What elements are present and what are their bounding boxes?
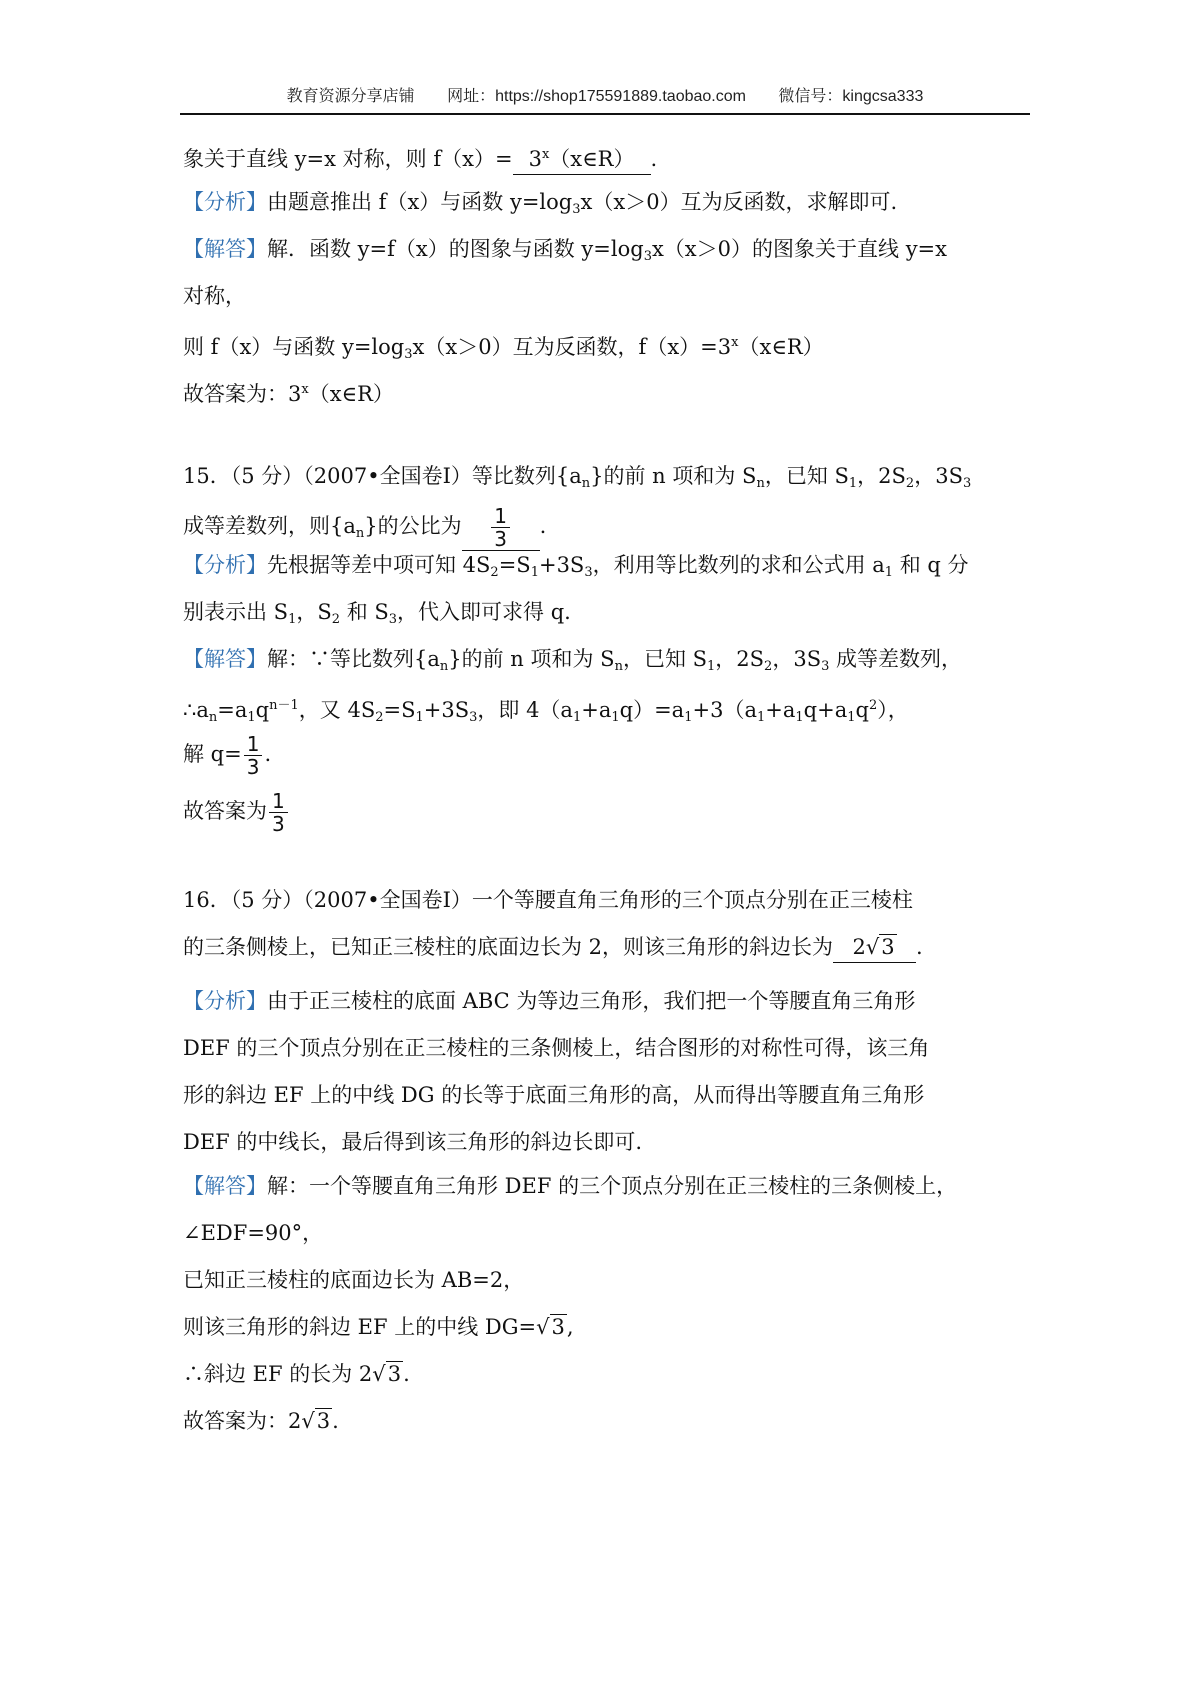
sub: 1: [795, 710, 804, 725]
p16-solution-3: 已知正三棱柱的底面边长为 AB=2，: [183, 1268, 525, 1292]
sqrt: √3: [536, 1315, 565, 1339]
text: +a: [581, 698, 612, 722]
text: ∴斜边 EF 的长为 2: [183, 1362, 373, 1386]
sub: 3: [388, 612, 398, 627]
p15-solution-3: [183, 730, 1023, 778]
sup: n－1: [269, 698, 299, 713]
sub: 2: [764, 659, 773, 674]
sub: 2: [905, 476, 915, 491]
text: .: [916, 935, 923, 959]
p16-analysis-4: DEF 的中线长，最后得到该三角形的斜边长即可.: [183, 1130, 643, 1154]
sub: 3: [469, 710, 478, 725]
p14-analysis: [183, 187, 1023, 225]
sub: n: [756, 476, 765, 491]
denominator: 3: [272, 812, 285, 836]
text: 别表示出 S: [183, 600, 289, 624]
denominator: 3: [494, 527, 507, 551]
sup: 2: [868, 698, 878, 713]
text: ，又 4S: [298, 698, 376, 722]
numerator: 1: [244, 733, 263, 756]
p14-solution-1: [183, 234, 1023, 272]
text: 由于正三棱柱的底面 ABC 为等边三角形，我们把一个等腰直角三角形: [267, 989, 916, 1013]
sub: 1: [847, 710, 856, 725]
text: 15．（5 分）（2007•全国卷Ⅰ）等比数列{a: [183, 464, 582, 488]
sub: 2: [331, 612, 341, 627]
answer-blank: [462, 502, 540, 551]
text: 故答案为：2: [183, 1409, 302, 1433]
sub: 2: [490, 565, 499, 580]
sqrt: √3: [372, 1362, 402, 1386]
p16-solution-1: [183, 1171, 1023, 1201]
fraction: [269, 790, 288, 835]
sub: 1: [884, 565, 894, 580]
text: q）=a: [619, 698, 685, 722]
p16-analysis-3: 形的斜边 EF 上的中线 DG 的长等于底面三角形的高，从而得出等腰直角三角形: [183, 1083, 925, 1107]
sub: 3: [584, 565, 593, 580]
sub: 1: [848, 476, 858, 491]
p15-analysis-2: [183, 597, 1023, 635]
sub: n: [614, 659, 623, 674]
text: ，即 4（a: [477, 698, 573, 722]
text: .: [539, 514, 547, 538]
sub: 1: [684, 710, 693, 725]
text: .: [332, 1409, 339, 1433]
text: }的前 n 项和为 S: [590, 464, 757, 488]
text: 3: [528, 147, 542, 171]
text: 故答案为：3: [183, 382, 302, 406]
analysis-tag: 【分析】: [183, 190, 267, 214]
analysis-tag: 【分析】: [183, 553, 267, 577]
text: 的三条侧棱上，已知正三棱柱的底面边长为 2，则该三角形的斜边长为: [183, 935, 834, 959]
answer-blank: [513, 140, 651, 175]
text: ,: [566, 1315, 574, 1339]
p16-analysis-1: [183, 986, 1023, 1016]
text: =a: [217, 698, 248, 722]
p14-solution-3: [183, 328, 1023, 370]
text: ，2S: [857, 464, 906, 488]
sub: 1: [247, 710, 256, 725]
sub: 1: [756, 710, 766, 725]
p16-final: [183, 1406, 1023, 1436]
text: ，2S: [715, 647, 765, 671]
text: （x∈R）: [549, 147, 635, 171]
text: }的公比为: [364, 514, 462, 538]
sub: n: [439, 659, 449, 674]
p16-solution-5: [183, 1359, 1023, 1389]
text: .: [264, 742, 272, 766]
p16-solution-2: ∠EDF=90°，: [183, 1221, 324, 1245]
solution-tag: 【解答】: [183, 647, 267, 671]
text: +3S: [423, 698, 470, 722]
solution-tag: 【解答】: [183, 237, 267, 261]
radicand: 3: [551, 1315, 565, 1339]
sub: 1: [288, 612, 297, 627]
sub: 3: [404, 347, 413, 362]
text: 先根据等差中项可知 4S: [267, 553, 491, 577]
sqrt: √3: [301, 1409, 331, 1433]
sub: 1: [611, 710, 620, 725]
shop-url: 网址：https://shop175591889.taobao.com: [447, 88, 746, 105]
text: }的前 n 项和为 S: [448, 647, 615, 671]
radicand: 3: [316, 1409, 331, 1433]
answer-blank: [833, 932, 916, 963]
analysis-tag: 【分析】: [183, 989, 267, 1013]
p16-question-2: [183, 932, 1023, 963]
text: 解：∵等比数列{a: [267, 647, 440, 671]
page-header: [180, 85, 1030, 115]
text: +a: [765, 698, 796, 722]
text: 解 q=: [183, 742, 242, 766]
text: q: [255, 698, 270, 722]
text: +3S: [538, 553, 585, 577]
sub: 1: [572, 710, 582, 725]
text: +3（a: [692, 698, 757, 722]
solution-tag: 【解答】: [183, 1174, 267, 1198]
denominator: 3: [246, 755, 260, 779]
text: x（x＞0）的图象关于直线 y=x: [651, 237, 947, 261]
numerator: 1: [491, 505, 510, 528]
text: （x∈R）: [738, 335, 824, 359]
p15-solution-1: [183, 644, 1023, 682]
text: q+a: [803, 698, 848, 722]
text: ，已知 S: [622, 647, 708, 671]
sub: 3: [821, 659, 830, 674]
sub: 2: [375, 710, 384, 725]
text: 成等差数列，则{a: [183, 514, 356, 538]
p15-analysis-1: [183, 550, 1023, 588]
sub: 1: [415, 710, 424, 725]
shop-name: 教育资源分享店铺: [286, 88, 415, 105]
text: ，利用等比数列的求和公式用 a: [592, 553, 885, 577]
text: x（x＞0）互为反函数，求解即可.: [580, 190, 898, 214]
text: 成等差数列，: [829, 647, 963, 671]
text: =S: [498, 553, 531, 577]
text: 由题意推出 f（x）与函数 y=log: [267, 190, 573, 214]
text: 则该三角形的斜边 EF 上的中线 DG=: [183, 1315, 537, 1339]
text: ，代入即可求得 q.: [397, 600, 571, 624]
p15-question-1: [183, 461, 1023, 499]
sub: n: [581, 476, 591, 491]
fraction: [244, 733, 263, 778]
fraction: [491, 505, 510, 550]
text: 则 f（x）与函数 y=log: [183, 335, 405, 359]
text: ，3S: [914, 464, 963, 488]
text: （x∈R）: [308, 382, 394, 406]
text: 象关于直线 y=x 对称，则 f（x）=: [183, 147, 513, 171]
text: 和 S: [340, 600, 389, 624]
text: 解．函数 y=f（x）的图象与函数 y=log: [267, 237, 644, 261]
text: ），: [877, 698, 909, 722]
sub: 3: [572, 202, 581, 217]
p16-analysis-2: DEF 的三个顶点分别在正三棱柱的三条侧棱上，结合图形的对称性可得，该三角: [183, 1036, 930, 1060]
sub: 3: [643, 249, 652, 264]
text: q: [855, 698, 869, 722]
p15-solution-2: [183, 691, 1023, 733]
p14-solution-2: 对称，: [183, 284, 246, 308]
text: 解：一个等腰直角三角形 DEF 的三个顶点分别在正三棱柱的三条侧棱上，: [267, 1174, 958, 1198]
radicand: 3: [387, 1362, 402, 1386]
numerator: 1: [269, 790, 288, 813]
sup: x: [731, 335, 739, 350]
p16-solution-4: [183, 1312, 1023, 1342]
text: 故答案为: [183, 799, 267, 823]
sub: 3: [962, 476, 972, 491]
radicand: 3: [881, 935, 895, 959]
sub: 1: [530, 565, 539, 580]
text: 2: [852, 935, 866, 959]
text: x（x＞0）互为反函数，f（x）=3: [412, 335, 732, 359]
text: ，已知 S: [764, 464, 849, 488]
sub: 1: [707, 659, 716, 674]
text: 和 q 分: [893, 553, 969, 577]
sup: x: [541, 147, 550, 162]
p14-answer-line: [183, 140, 1023, 175]
sup: x: [301, 382, 309, 397]
p14-final: [183, 375, 1023, 409]
text: .: [650, 147, 658, 171]
p15-final: [183, 787, 1023, 835]
text: ，S: [296, 600, 332, 624]
sqrt: √3: [865, 935, 895, 959]
text: ∴a: [183, 698, 209, 722]
p16-question-1: 16．（5 分）（2007•全国卷Ⅰ）一个等腰直角三角形的三个顶点分别在正三棱柱: [183, 888, 913, 912]
text: =S: [383, 698, 416, 722]
sub: n: [355, 526, 365, 541]
wechat-id: 微信号：kingcsa333: [778, 88, 924, 105]
text: ，3S: [772, 647, 822, 671]
sub: n: [208, 710, 218, 725]
text: .: [403, 1362, 410, 1386]
